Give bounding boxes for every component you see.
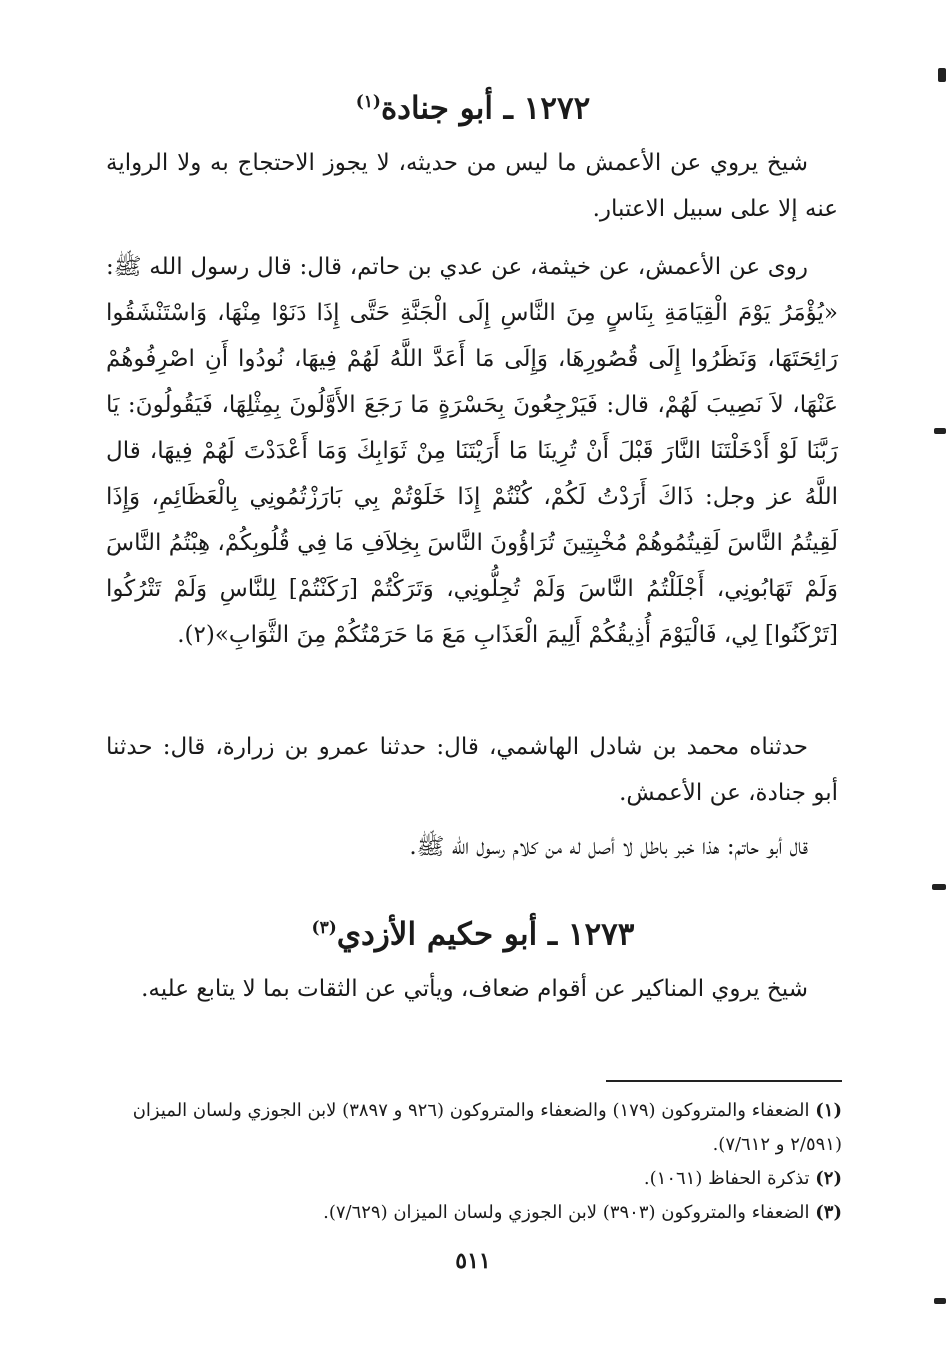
- footnote-1: [102, 1094, 842, 1162]
- scan-edge-mark: [938, 68, 946, 82]
- footnote-2: [102, 1162, 842, 1196]
- entry-heading-text: ١٢٧٢ ـ أبو جنادة: [380, 90, 591, 127]
- narrator-description: شيخ يروي عن الأعمش ما ليس من حديثه، لا يجوز الاحتجاج به ولا الرواية عنه إلا على سبيل الاعتبار.: [106, 150, 838, 222]
- entry-1272-hadith: [106, 244, 838, 658]
- entry-1272-verdict: [106, 824, 838, 870]
- footnote-text: تذكرة الحفاظ (١٠٦١).: [643, 1168, 810, 1189]
- entry-1272-description: [106, 140, 838, 232]
- isnad-text: حدثناه محمد بن شادل الهاشمي، قال: حدثنا عمرو بن زرارة، قال: حدثنا أبو جنادة، عن الأعمش.: [106, 734, 838, 806]
- entry-1273-description: [106, 966, 838, 1012]
- narrator-description: شيخ يروي المناكير عن أقوام ضعاف، ويأتي عن الثقات بما لا يتابع عليه.: [141, 976, 808, 1002]
- abu-hatim-verdict: قال أبو حاتم: هذا خبر باطل لا أصل له من كلام رسول الله ﷺ.: [409, 834, 808, 860]
- footnote-3: [102, 1196, 842, 1230]
- entry-1272-chain: [106, 724, 838, 816]
- footnote-text: الضعفاء والمتروكون (٣٩٠٣) لابن الجوزي ولسان الميزان (٧/٦٢٩).: [323, 1202, 810, 1223]
- scan-edge-mark: [934, 1298, 946, 1304]
- footnote-number: (١): [815, 1100, 842, 1121]
- footnote-text: الضعفاء والمتروكون (١٧٩) والضعفاء والمتروكون (٩٢٦ و ٣٨٩٧) لابن الجوزي ولسان الميزان (٢/٥٩١ و ٧/٦١٢).: [132, 1100, 842, 1155]
- scan-edge-mark: [932, 884, 946, 890]
- entry-heading-1273: [0, 908, 946, 954]
- page-number: ٥١١: [455, 1248, 491, 1274]
- entry-heading-text: ١٢٧٣ ـ أبو حكيم الأزدي: [336, 916, 635, 953]
- hadith-text: روى عن الأعمش، عن خيثمة، عن عدي بن حاتم، قال: قال رسول الله ﷺ: «يُؤْمَرُ يَوْمَ الْقِيَامَةِ بِنَاسٍ مِنَ النَّاسِ إِلَى الْجَنَّةِ حَتَّى إِذَا دَنَوْا مِنْهَا، وَاسْتَنْشَقُوا رَائِحَتَهَا، وَنَظَرُوا إِلَى قُصُورِهَا، وَإِلَى مَا أَعَدَّ اللَّهُ لَهُمْ فِيهَا، نُودُوا أَنِ اصْرِفُوهُمْ عَنْهَا، لاَ نَصِيبَ لَهُمْ، قال: فَيَرْجِعُونَ بِحَسْرَةٍ مَا رَجَعَ الأَوَّلُونَ بِمِثْلِهَا، فَيَقُولُونَ: يَا رَبَّنَا لَوْ أَدْخَلْتَنَا النَّارَ قَبْلَ أَنْ تُرِينَا مَا أَرَيْتَنَا مِنْ ثَوَابِكَ وَمَا أَعْدَدْتَ لَهُمْ فِيهَا، قال اللَّهُ عز وجل: ذَاكَ أَرَدْتُ لَكُمْ، كُنْتُمْ إِذَا خَلَوْتُمْ بِي بَارَزْتُمُونِي بِالْعَظَائِمِ، وَإِذَا لَقِيتُمُ النَّاسَ لَقِيتُمُوهُمْ مُخْبِتِينَ تُرَاؤُونَ النَّاسَ بِخِلاَفِ مَا فِي قُلُوبِكُمْ، هِبْتُمُ النَّاسَ وَلَمْ تَهَابُونِي، أَجْلَلْتُمُ النَّاسَ وَلَمْ تُجِلُّونِي، وَتَرَكْتُمْ [رَكَنْتُمْ] لِلنَّاسِ وَلَمْ تَتْرُكُوا [تَرْكَنُوا] لِي، فَالْيَوْمَ أُذِيقُكُمْ أَلِيمَ الْعَذَابِ مَعَ مَا حَرَمْتُكُمْ مِنَ الثَّوَابِ»(٢).: [106, 254, 838, 648]
- footnote-number: (٢): [815, 1168, 842, 1189]
- footnote-separator: [606, 1080, 842, 1082]
- entry-heading-1272: [0, 82, 946, 128]
- scan-edge-mark: [934, 428, 946, 434]
- footnote-number: (٣): [815, 1202, 842, 1223]
- footnote-ref: (١): [355, 92, 381, 112]
- footnote-ref: (٣): [311, 918, 337, 938]
